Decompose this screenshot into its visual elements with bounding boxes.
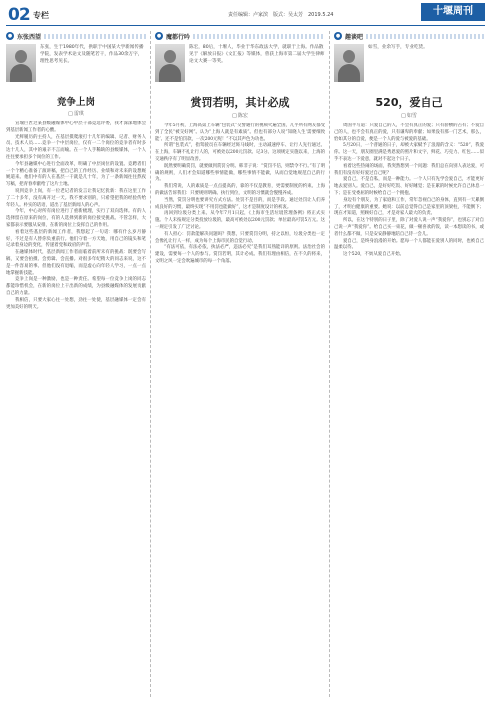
paragraph: 既然要明确赏罚，就要做到赏罚分明。韩非子说：“赏罚不信，则禁令不行。”有了明确的规则，人们才会知道哪些事情能做，哪些事情不能做，从而自觉地规范自己的行为。: [155, 163, 325, 183]
paragraph: 5月20日，一个普通的日子，却被大家赋予了浪漫的含义：“520”，我爱你。这一天，朋友圈里满是秀恩爱的照片和文字，鲜花、巧克力、红包……似乎不表达一下爱意，就对不起这个日子。: [334, 143, 484, 162]
tag-decoration: [44, 34, 146, 39]
article-body: [6, 121, 146, 686]
page-number: 02: [8, 5, 30, 25]
article-title: 520，爱自己: [375, 96, 443, 109]
bio-text: 如雪，业余写手，专业吃货。: [368, 45, 428, 50]
paragraph: 今年县融媒中心进行全面改革，明确了中层岗位的设置。竞聘者们一个个精心准备了演讲稿，把自己的工作经历、业绩和对未来的设想娓娓道来。他们中有的人在基层一干就是几十年，为了一条新闻往往熬夜写稿，把青春奉献给了这片土地。: [6, 161, 146, 188]
author-photo: [6, 44, 36, 82]
article-author: □ 雷琪: [6, 110, 146, 117]
bio-text: 陈宏，80后，十堰人，毕业于华东政法大学，就职于上海。作品散见于《解放日报》《文汇报》等媒体，曾获上海市第二届大学生律师论文大赛一等奖。: [189, 45, 325, 64]
article-author: □ 陈宏: [155, 112, 325, 119]
paragraph: 这个520，不妨从爱自己开始。: [343, 252, 405, 258]
paragraph: 我相信，只要大家心往一处想，劲往一处使，基层融媒体一定会有更加美好的明天。: [6, 297, 146, 310]
column-divider: [329, 31, 330, 697]
paragraph: 今年，中心对所有岗位进行了重新梳理，实行了双向选择。有的人选择留在原来的岗位，有的人选择到新的岗位接受挑战。不管怎样，大家都表示要服从安排，在新的岗位上发挥自己的作用。: [6, 209, 146, 228]
paragraph: 在融媒体时代，基层新闻工作者面临着前所未有的挑战：既要会写稿，又要会拍摄、会剪辑、会直播。对很多年纪稍大的同志来说，这不是一件容易的事。但他们没有退缩，而是虚心向年轻人学习，一点一点地掌握新技能。: [6, 250, 146, 276]
author-bio: [155, 44, 325, 84]
author-bio: [6, 44, 146, 84]
paragraph: 今年5月初，上海高第上车辆“包装式”交警通行的视频火遍全国，几乎所有网友都受到了全民“被交好网”。认为“上海人就是有素质”。但也有部分人说“知晓人生‘需要细致能’、还不是怕罚款，一次200元呢！”不以其声色为功也。: [155, 123, 325, 142]
column-divider: [150, 31, 151, 697]
header-rule: [6, 25, 485, 26]
paragraph: 有人担心：罚款能解决问题吗？我想，只要赏罚分明，持之以恒，垃圾分类也一定会像礼让行人一样，成为每个上海市民的自觉行动。: [155, 231, 325, 244]
paragraph: 竞争上岗是一种激励，也是一种责任。希望每一位竞争上岗的同志都能珍惜机会，在新的岗位上干出新的成绩，为县级融媒体的发展贡献自己的力量。: [6, 277, 146, 296]
page-header: [0, 0, 491, 26]
tag-decoration: [193, 34, 325, 39]
column-icon: ●: [7, 33, 13, 39]
paragraph: 我们常说，人的素质是一点点提高的，靠的不仅是教育，更需要制度的约束。上海的做法告诉我们：只要规则明确、执行到位，文明的习惯就会慢慢养成。: [155, 184, 325, 196]
article-body: [155, 123, 325, 703]
tag-decoration: [366, 34, 484, 39]
editor-line: 责任编辑：卢家滨 版式：吴太芳 2019.5.24: [228, 12, 334, 18]
paragraph: 再回到垃圾分类上来。从今年7月1日起，《上海市生活垃圾管理条例》将正式实施。个人未按规定分类投放垃圾的，最高可被处以200元罚款；单位最高可罚5万元。这一规定引发了广泛讨论。: [155, 211, 325, 230]
column-left: [6, 31, 146, 686]
paragraph: 爱自己，不是自私，而是一种能力。一个人只有先学会爱自己，才能更好地去爱别人。爱自己，是好好吃饭、好好睡觉；是在累的时候允许自己休息一下；是在受委屈的时候给自己一个拥抱。: [334, 177, 484, 196]
paragraph: 当然，赏罚分明也要讲究方式方法。处罚不是目的，而是手段。通过处罚让人们养成良好的习惯，最终实现“不用罚也能做好”，这才是制度设计的初衷。: [155, 197, 325, 210]
article-author: □ 如雪: [334, 112, 484, 119]
article-body: [334, 123, 484, 688]
column-icon: ●: [156, 33, 162, 39]
paragraph: 看着这些基层的新闻工作者，我想起了一句话：哪有什么岁月静好，不过是有人替你负重前行。他们守着一方天地，用自己的镜头和笔记录着身边的变化，传递着党和政府的声音。: [6, 229, 146, 249]
column-name: 趣谈吧: [345, 33, 364, 41]
author-photo: [334, 44, 364, 82]
paragraph: “有法可依，有法必依，执法必严，违法必究”是我们耳熟能详的原则。法治社会的建设，需要每一个人的参与。赏罚若明，其计必成。我们有理由相信，在不久的将来，文明之风一定会吹遍城市的每一个角落。: [155, 245, 325, 264]
column-right: [334, 31, 484, 688]
column-middle: [155, 31, 325, 703]
column-tag: [6, 31, 146, 41]
paragraph: 所谓“包装式”，指驾驶员在车辆经过斑马线时，主动减速停车、让行人先行通过。在上海，车辆不礼让行人的，可被处以200元罚款、记3分。这项规定实施以来，上海的交通秩序有了明显改善。: [155, 143, 325, 162]
column-tag: [334, 31, 484, 41]
paragraph: 周国平写道：只爱自己的人，不会有真正的爱；只有骄横的占有；不爱自己的人，也不会有真正的爱，只有谦卑的奉献；如果没有那一门艺术，那么，恰如其分的自爱，便是一个人的爱与被爱的基础。: [334, 123, 484, 142]
masthead-logo: 十堰周刊: [421, 3, 485, 21]
section-label: 专栏: [33, 11, 49, 20]
paragraph: 说到竞争上岗，有一位老记者的发言让我记忆犹新：我在这里工作了二十多年，没有离开过一天。我不要求别的，只希望把我的经验传给年轻人。朴实的话语，道出了基层新闻人的心声。: [6, 188, 146, 208]
column-tag: [155, 31, 325, 41]
paragraph: 宣瑜巨匠过某县级融媒体中心中层干部竞选评委，我才深深地体会到基层新闻工作者的心酸。: [6, 121, 146, 133]
paragraph: 看着这些热闹的场面，我突然想到一个问题：我们总在向别人表达爱，可我们有没有好好爱过自己呢？: [334, 163, 484, 176]
author-bio: [334, 44, 484, 84]
paragraph: 爱自己，是终身浪漫的开始。愿每一个人都能在爱别人的同时，也被自己温柔以待。: [334, 238, 484, 251]
author-photo: [155, 44, 185, 82]
column-name: 魔都行吟: [166, 33, 191, 41]
paragraph: 身边有个朋友，为了家庭和工作，常年忽视自己的身体，直到有一天累倒了，才明白健康的重要。她说：以前总觉得自己是家里的顶梁柱，不能倒下；现在才知道，照顾好自己，才是对家人最大的负责。: [334, 197, 484, 217]
article-title: 赏罚若明，其计必成: [190, 96, 290, 109]
article-title: 竞争上岗: [56, 97, 95, 108]
column-name: 东张西望: [17, 33, 42, 41]
paragraph: 所以，在这个特别的日子里，除了对爱人说一声“我爱你”，也别忘了对自己说一声“我爱你”。给自己买一束花，做一顿喜欢的饭，读一本想读的书，或者什么都不做，只是安安静静地陪自己待一会儿。: [334, 218, 484, 237]
bio-text: 东张，生于1980年代，供职于中国某大学新闻传播学院，发表学术论文及随笔若干，作品30余万字，理性思考见长。: [40, 45, 144, 64]
paragraph: 光鲜履历的主持人，在基层摸爬滚打十几年的编辑、记者、财务人员、技术人员……竞争一个中层岗位，仅有一二个岗位的竞争者有时多达十几人，其中的艰辛不言而喻。在一个人手稀缺的县级媒体，一个人往往要承担多个岗位的工作。: [6, 134, 146, 160]
column-icon: ●: [335, 33, 341, 39]
